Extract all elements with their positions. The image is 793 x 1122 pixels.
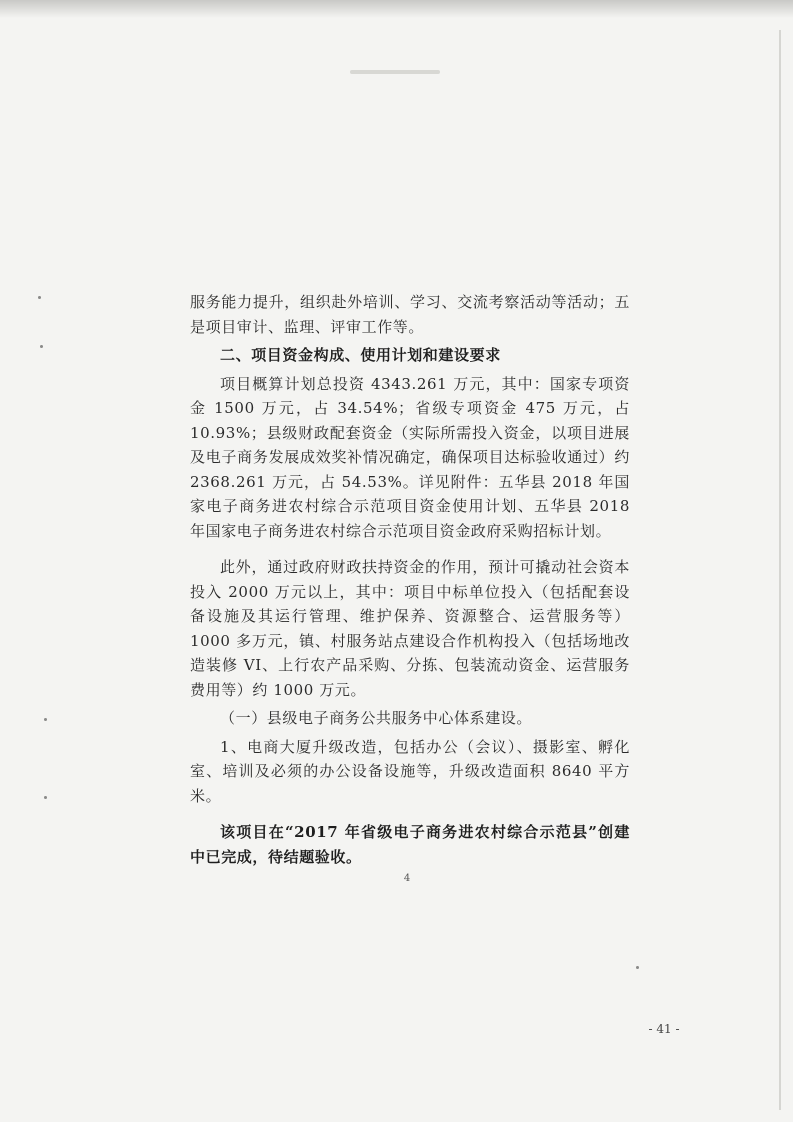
faded-header-mark bbox=[350, 70, 440, 74]
footer-page-number: - 41 - bbox=[648, 1022, 680, 1036]
document-body bbox=[190, 290, 630, 869]
section-heading-funding: 二、项目资金构成、使用计划和建设要求 bbox=[220, 346, 501, 364]
paragraph-social-capital: 此外，通过政府财政扶持资金的作用，预计可撬动社会资本投入 2000 万元以上，其中：项目中标单位投入（包括配套设备设施及其运行管理、维护保养、资源整合、运营服务等）1000 多万元，镇、村服务站点建设合作机构投入（包括场地改造装修 VI、上行农产品采购、分拣、包装流动资金、运营服务费用等）约 1000 万元。 bbox=[190, 558, 630, 699]
scan-speck bbox=[636, 966, 639, 969]
paragraph-continued: 服务能力提升，组织赴外培训、学习、交流考察活动等活动；五是项目审计、监理、评审工作等。 bbox=[190, 293, 630, 336]
scan-edge-line bbox=[779, 30, 781, 1110]
scan-speck bbox=[44, 718, 47, 721]
inner-page-number: 4 bbox=[403, 873, 411, 884]
scan-speck bbox=[44, 796, 47, 799]
paragraph-completion-status: 该项目在“2017 年省级电子商务进农村综合示范县”创建中已完成，待结题验收。 bbox=[190, 823, 630, 866]
paragraph-building-upgrade: 1、电商大厦升级改造，包括办公（会议）、摄影室、孵化室、培训及必须的办公设备设施等，升级改造面积 8640 平方米。 bbox=[190, 737, 630, 805]
scan-speck bbox=[40, 345, 43, 348]
scan-shadow bbox=[0, 0, 793, 18]
scan-speck bbox=[38, 296, 41, 299]
subsection-heading-service-center: （一）县级电子商务公共服务中心体系建设。 bbox=[220, 709, 533, 727]
paragraph-budget: 项目概算计划总投资 4343.261 万元，其中：国家专项资金 1500 万元，占 34.54%；省级专项资金 475 万元，占 10.93%；县级财政配套资金（实际所需投入资金，以项目进展及电子商务发展成效奖补情况确定，确保项目达标验收通过）约 2368.261 万元，占 54.53%。详见附件：五华县 2018 年国家电子商务进农村综合示范项目资金使用计划、五华县 2018 年国家电子商务进农村综合示范项目资金政府采购招标计划。 bbox=[190, 374, 630, 540]
